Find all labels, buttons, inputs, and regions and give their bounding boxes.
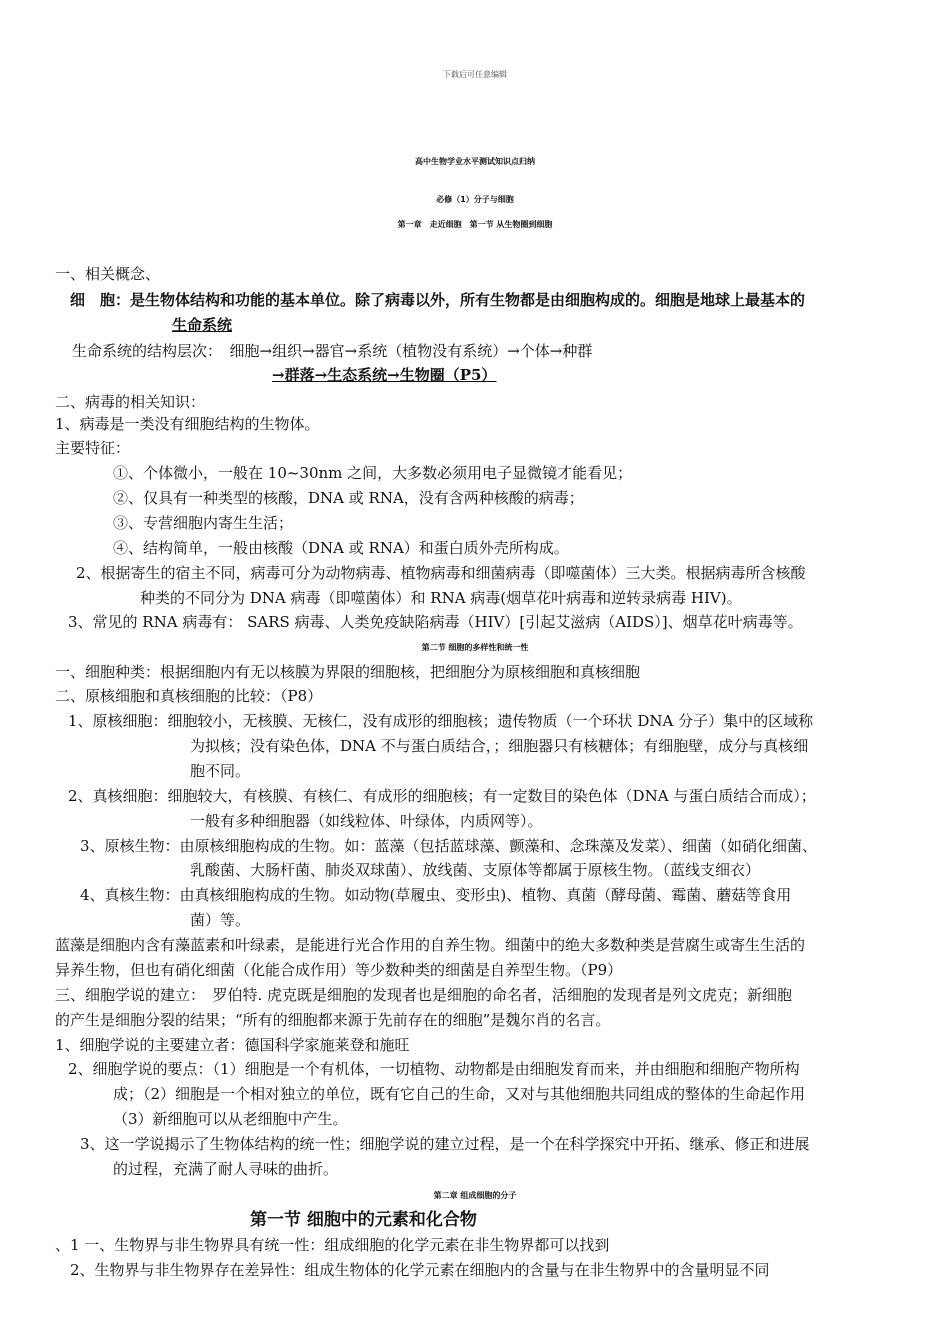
prokaryotic-cell-line-2: 为拟核；没有染色体，DNA 不与蛋白质结合，；细胞器只有核糖体；有细胞壁，成分与真核细 xyxy=(190,737,809,755)
cell-theory-founders: 1、细胞学说的主要建立者：德国科学家施莱登和施旺 xyxy=(55,1036,410,1054)
virus-point-3: 3、常见的 RNA 病毒有： SARS 病毒、人类免疫缺陷病毒（HIV）[引起艾滋病（AIDS）]、烟草花叶病毒等。 xyxy=(68,613,803,631)
elements-line-1: 、1 一、生物界与非生物界具有统一性：组成细胞的化学元素在非生物界都可以找到 xyxy=(55,1236,610,1254)
cell-theory-points-3: （3）新细胞可以从老细胞中产生。 xyxy=(113,1110,348,1128)
virus-feature-2: ②、仅具有一种类型的核酸，DNA 或 RNA，没有含两种核酸的病毒； xyxy=(113,489,584,507)
cell-definition: 细 胞：是生物体结构和功能的基本单位。除了病毒以外，所有生物都是由细胞构成的。细胞是地球上最基本的 xyxy=(70,291,806,309)
eukaryotic-cell-line-1: 2、真核细胞：细胞较大，有核膜、有核仁、有成形的细胞核；有一定数目的染色体（DNA 与蛋白质结合而成）； xyxy=(68,787,816,805)
virus-feature-3: ③、专营细胞内寄生生活； xyxy=(113,514,294,532)
chapter-2-heading: 第二章 组成细胞的分子 xyxy=(433,1191,517,1200)
virus-feature-1: ①、个体微小，一般在 10~30nm 之间，大多数必须用电子显微镜才能看见； xyxy=(113,464,633,482)
document-title: 高中生物学业水平测试知识点归纳 xyxy=(415,157,535,166)
prokaryotic-cell-line-3: 胞不同。 xyxy=(190,762,251,780)
elements-line-2: 2、生物界与非生物界存在差异性：组成生物体的化学元素在细胞内的含量与在非生物界中的含量明显不同 xyxy=(70,1261,770,1279)
cyanobacteria-line-1: 蓝藻是细胞内含有藻蓝素和叶绿素，是能进行光合作用的自养生物。细菌中的绝大多数种类是营腐生或寄生生活的 xyxy=(55,936,806,954)
cell-theory-line-2: 的产生是细胞分裂的结果；“所有的细胞都来源于先前存在的细胞”是魏尔肖的名言。 xyxy=(55,1011,611,1029)
life-system-levels-cont: →群落→生态系统→生物圈（P5） xyxy=(272,366,497,384)
virus-point-2-cont: 种类的不同分为 DNA 病毒（即噬菌体）和 RNA 病毒(烟草花叶病毒和逆转录病毒 HIV)。 xyxy=(140,589,742,607)
section-heading: 第二节 细胞的多样性和统一性 xyxy=(421,643,529,652)
virus-features-label: 主要特征： xyxy=(55,439,131,457)
document-subtitle: 必修（1）分子与细胞 xyxy=(436,195,514,204)
virus-feature-4: ④、结构简单，一般由核酸（DNA 或 RNA）和蛋白质外壳所构成。 xyxy=(113,539,569,557)
chapter-heading: 第一章 走近细胞 第一节 从生物圈到细胞 xyxy=(397,220,553,229)
eukaryotic-cell-line-2: 一般有多种细胞器（如线粒体、叶绿体，内质网等）。 xyxy=(190,812,543,830)
cell-types: 一、细胞种类：根据细胞内有无以核膜为界限的细胞核，把细胞分为原核细胞和真核细胞 xyxy=(55,663,641,681)
virus-heading: 二、病毒的相关知识： xyxy=(55,393,206,411)
cell-theory-line-1: 三、细胞学说的建立： 罗伯特. 虎克既是细胞的发现者也是细胞的命名者，活细胞的发现者是列文虎克；新细胞 xyxy=(55,986,793,1004)
virus-point-2: 2、根据寄生的宿主不同，病毒可分为动物病毒、植物病毒和细菌病毒（即噬菌体）三大类。根据病毒所含核酸 xyxy=(76,564,806,582)
prokaryotic-cell-line-1: 1、原核细胞：细胞较小，无核膜、无核仁，没有成形的细胞核；遗传物质（一个环状 DNA 分子）集中的区域称 xyxy=(68,712,814,730)
eukaryote-line-2: 菌）等。 xyxy=(190,911,251,929)
cell-definition-cont: 生命系统 xyxy=(172,316,233,334)
concepts-heading: 一、相关概念、 xyxy=(55,265,161,283)
prokaryote-line-1: 3、原核生物：由原核细胞构成的生物。如：蓝藻（包括蓝球藻、颤藻和、念珠藻及发菜）、细菌（如硝化细菌、 xyxy=(80,837,818,855)
cell-theory-significance-2: 的过程，充满了耐人寻味的曲折。 xyxy=(113,1160,339,1178)
cyanobacteria-line-2: 异养生物，但也有硝化细菌（化能合成作用）等少数种类的细菌是自养型生物。（P9） xyxy=(55,961,623,979)
virus-point-1: 1、病毒是一类没有细胞结构的生物体。 xyxy=(55,415,320,433)
page-header: 下载后可任意编辑 xyxy=(443,70,507,79)
section-heading-2: 第一节 细胞中的元素和化合物 xyxy=(250,1210,477,1230)
life-system-levels: 生命系统的结构层次： 细胞→组织→器官→系统（植物没有系统）→个体→种群 xyxy=(72,342,593,360)
comparison-heading: 二、原核细胞和真核细胞的比较：（P8） xyxy=(55,687,323,705)
cell-theory-points-1: 2、细胞学说的要点：（1）细胞是一个有机体，一切植物、动物都是由细胞发育而来，并由细胞和细胞产物所构 xyxy=(68,1060,800,1078)
prokaryote-line-2: 乳酸菌、大肠杆菌、肺炎双球菌）、放线菌、支原体等都属于原核生物。（蓝线支细衣） xyxy=(190,861,761,879)
cell-theory-points-2: 成；（2）细胞是一个相对独立的单位，既有它自己的生命，又对与其他细胞共同组成的整体的生命起作用 xyxy=(113,1085,806,1103)
cell-theory-significance-1: 3、这一学说揭示了生物体结构的统一性；细胞学说的建立过程，是一个在科学探究中开拓、继承、修正和进展 xyxy=(80,1135,810,1153)
eukaryote-line-1: 4、真核生物：由真核细胞构成的生物。如动物(草履虫、变形虫)、植物、真菌（酵母菌、霉菌、蘑菇等食用 xyxy=(80,886,792,904)
